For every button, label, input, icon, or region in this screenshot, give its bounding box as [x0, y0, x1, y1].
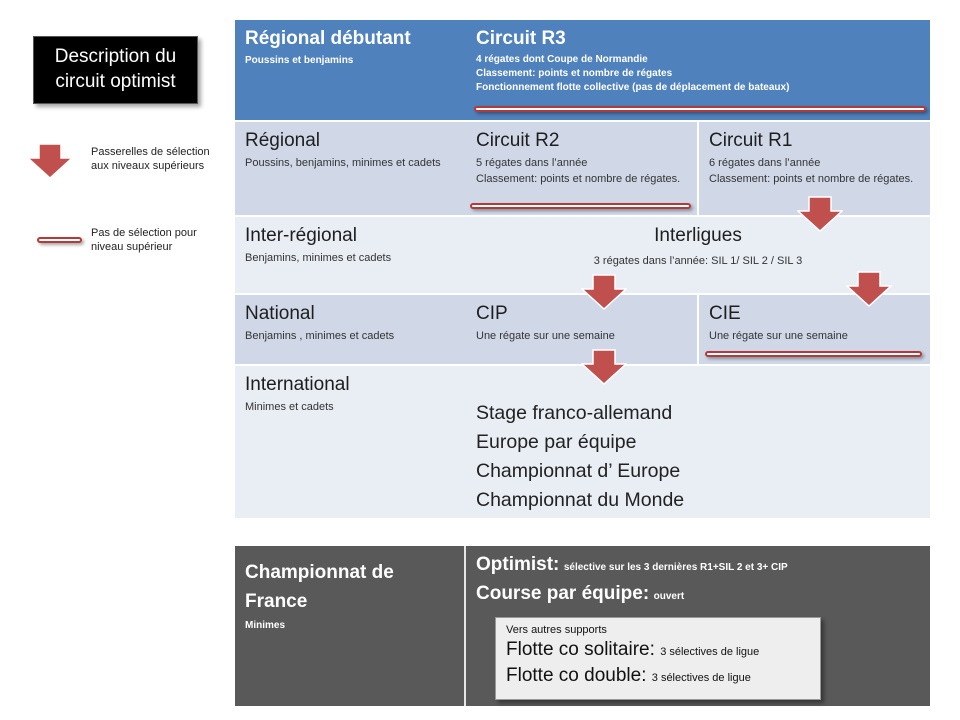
championnat-title-1: Championnat de: [245, 562, 394, 583]
supports-double: Flotte co double: 3 sélectives de ligue: [506, 665, 751, 686]
supports-solitaire: Flotte co solitaire: 3 sélectives de ligue: [506, 639, 760, 660]
cell-circuit-r3: [466, 20, 930, 103]
cell-circuit-r1: [699, 122, 929, 195]
circuit-r3-details: 4 régates dont Coupe de Normandie Classement: points et nombre de régates Fonctionnement flotte collective (pas de déplacement de bateaux): [476, 54, 790, 93]
cell-regional-label: [235, 122, 465, 179]
level-sub: Poussins et benjamins: [245, 55, 354, 66]
circuit-r1-details: 6 régates dans l’année Classement: points et nombre de régates.: [709, 157, 914, 185]
list-item: Europe par équipe: [476, 431, 637, 453]
legend-line-label: Pas de sélection pour niveau supérieur: [91, 227, 197, 253]
level-sub: Minimes et cadets: [245, 401, 334, 413]
level-title: Régional: [245, 130, 320, 151]
supports-box: [495, 617, 821, 700]
interligues-title: Interligues: [654, 225, 742, 246]
level-sub: Benjamins , minimes et cadets: [245, 330, 395, 342]
level-title: Inter-régional: [245, 225, 357, 246]
circuit-r3-title: Circuit R3: [476, 28, 566, 49]
championnat-title-2: France: [245, 591, 308, 612]
no-selection-line-cie: [705, 351, 922, 357]
separator-championnat: [464, 546, 466, 706]
no-selection-line-r3: [474, 106, 926, 112]
selection-arrow-icon: [581, 274, 627, 310]
circuit-r2-title: Circuit R2: [476, 130, 560, 151]
cip-title: CIP: [476, 303, 508, 324]
selection-arrow-icon: [581, 349, 627, 385]
cell-cie: [699, 295, 929, 352]
no-selection-line-r2: [470, 203, 691, 209]
level-title: Régional débutant: [245, 28, 411, 49]
legend-arrow-label: Passerelles de sélection aux niveaux supérieurs: [91, 146, 210, 172]
selection-arrow-icon: [797, 196, 843, 232]
supports-heading: Vers autres supports: [506, 624, 607, 636]
selection-arrow-icon: [846, 271, 892, 307]
level-title: National: [245, 303, 315, 324]
legend-arrow-icon: [27, 143, 73, 179]
international-events: [476, 399, 916, 515]
cie-sub: Une régate sur une semaine: [709, 330, 848, 342]
list-item: Championnat d’ Europe: [476, 460, 681, 482]
cip-sub: Une régate sur une semaine: [476, 330, 615, 342]
cell-national-label: [235, 295, 465, 352]
championnat-course: Course par équipe: ouvert: [476, 583, 685, 604]
cell-debutant-label: [235, 20, 465, 77]
level-sub: Poussins, benjamins, minimes et cadets: [245, 157, 441, 169]
championnat-sub: Minimes: [245, 620, 286, 631]
circuit-r2-details: 5 régates dans l’année Classement: points et nombre de régates.: [476, 157, 681, 185]
interligues-sub: 3 régates dans l’année: SIL 1/ SIL 2 / SIL 3: [593, 255, 803, 267]
circuit-r1-title: Circuit R1: [709, 130, 793, 151]
diagram-title: Description du circuit optimist: [33, 36, 198, 104]
list-item: Championnat du Monde: [476, 489, 685, 511]
championnat-optimist: Optimist: sélective sur les 3 dernières R1+SIL 2 et 3+ CIP: [476, 554, 788, 575]
cell-inter-regional-label: [235, 217, 555, 274]
list-item: Stage franco-allemand: [476, 402, 673, 424]
cie-title: CIE: [709, 303, 741, 324]
cell-circuit-r2: [466, 122, 696, 195]
cell-international-label: [235, 366, 465, 423]
legend-line-icon: [37, 237, 82, 243]
level-title: International: [245, 374, 350, 395]
level-sub: Benjamins, minimes et cadets: [245, 252, 392, 264]
cell-championnat-label: [235, 550, 464, 642]
